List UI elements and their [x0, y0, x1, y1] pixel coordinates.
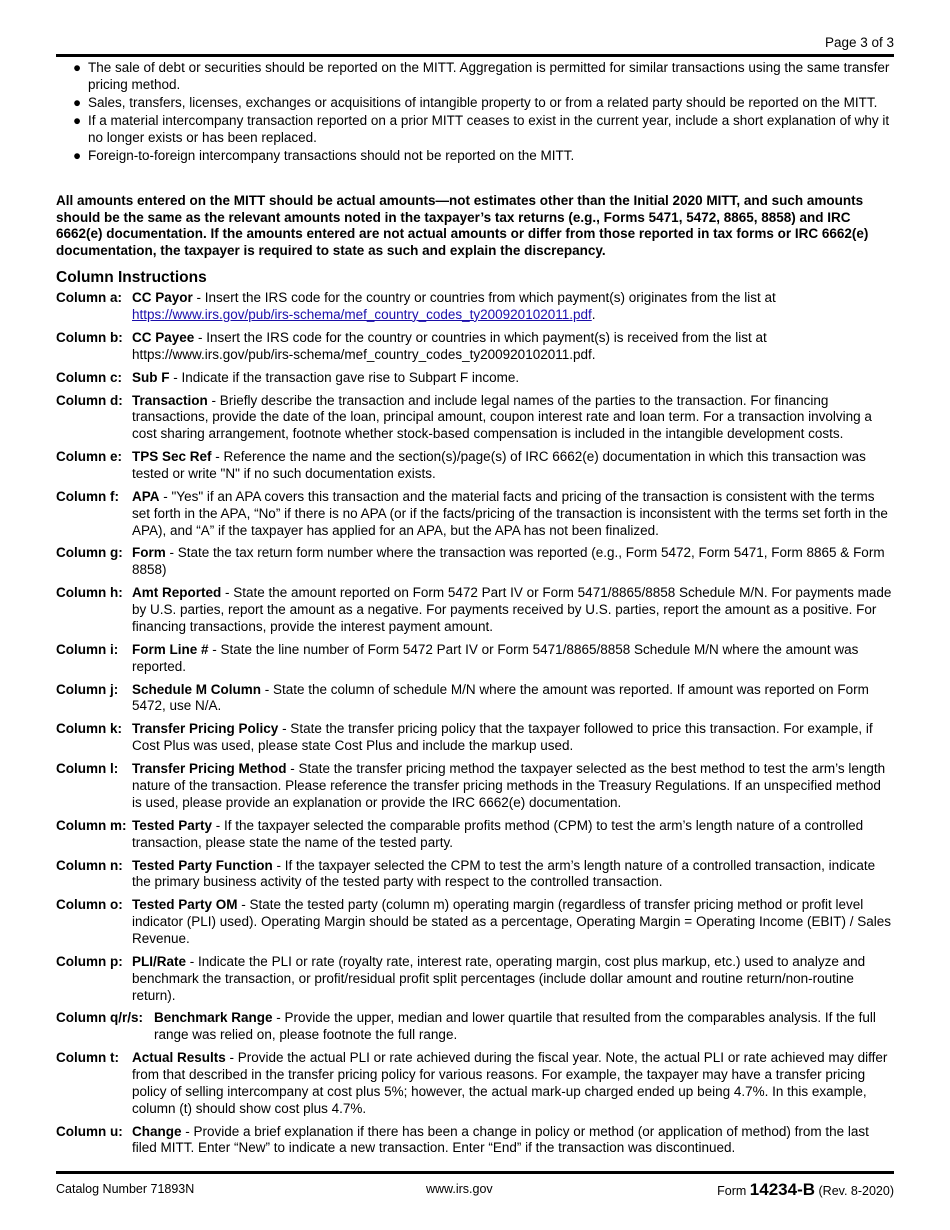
column-label: Column d: — [56, 392, 123, 408]
column-label: Column a: — [56, 290, 122, 305]
column-j-entry — [56, 682, 894, 716]
column-k-entry — [56, 721, 894, 755]
column-h-entry — [56, 585, 894, 635]
column-term: TPS Sec Ref — [132, 449, 212, 465]
column-g-entry — [56, 545, 894, 579]
list-item: ● Foreign-to-foreign intercompany transactions should not be reported on the MITT. — [73, 148, 575, 163]
column-description: - Insert the IRS code for the country or countries from which payment(s) originates from the list at — [192, 290, 776, 305]
column-qrs-entry — [56, 1010, 894, 1044]
column-label: Column c: — [56, 369, 122, 385]
column-label: Column j: — [56, 681, 119, 697]
column-term: Tested Party — [132, 817, 213, 833]
column-label: Column h: — [56, 585, 123, 601]
column-label: Column t: — [56, 1050, 119, 1066]
column-term: APA — [132, 488, 160, 504]
column-description: - "Yes" if an APA covers this transaction and the material facts and pricing of the transaction is consistent with the terms set forth in the APA, “No” if there is no APA (or if the facts/pricing of the transaction is inconsistent with the terms set forth in the APA), and “A” if the taxpayer has applied for an APA, but the APA has not been finalized. — [132, 488, 888, 538]
form-identifier: Form 14234-B (Rev. 8-2020) — [717, 1180, 894, 1199]
column-o-entry — [56, 897, 894, 947]
column-e-entry — [56, 449, 894, 483]
column-description: - State the tested party (column m) operating margin (regardless of transfer pricing method or profit level indicator (PLI) used). Operating Margin should be stated as a percentage, Operating Margin = Operating Income (EBIT) / Sales Revenue. — [132, 897, 892, 946]
column-term: Transfer Pricing Policy — [132, 721, 279, 737]
column-label: Column m: — [56, 817, 127, 833]
column-term: Transfer Pricing Method — [132, 761, 287, 777]
list-item: ● The sale of debt or securities should be reported on the MITT. Aggregation is permitted for similar transactions using the same transfer pricing method. — [73, 60, 890, 92]
column-n-entry — [56, 858, 894, 892]
column-label: Column e: — [56, 449, 122, 465]
actual-amounts-note: All amounts entered on the MITT should be actual amounts—not estimates other than the Initial 2020 MITT, and such amounts should be the same as the relevant amounts noted in the taxpayer’s tax returns (e.g., Forms 5471, 5472, 8865, 8858) and IRC 6662(e) documentation. If the amounts entered are not actual amounts or differ from those reported in tax forms or IRC 6662(e) documentation, the taxpayer is required to state as such and explain the discrepancy. — [56, 193, 869, 258]
column-label: Column n: — [56, 857, 123, 873]
column-term: Benchmark Range — [154, 1010, 273, 1026]
column-description: - If the taxpayer selected the CPM to test the arm’s length nature of a controlled transaction, indicate the primary business activity of the tested party with respect to the controlled transaction. — [132, 857, 876, 890]
column-label: Column i: — [56, 641, 119, 657]
form-number: 14234-B — [749, 1180, 816, 1199]
column-instructions-heading: Column Instructions — [56, 269, 207, 286]
column-description: - State the tax return form number where the transaction was reported (e.g., Form 5472, Form 5471, Form 8865 & Form 8858) — [132, 545, 885, 578]
column-label: Column q/r/s: — [56, 1010, 143, 1026]
column-label: Column l: — [56, 761, 119, 777]
column-label: Column o: — [56, 897, 123, 913]
bullet-icon: ● — [73, 60, 82, 75]
column-f-entry — [56, 489, 894, 539]
country-codes-link[interactable]: https://www.irs.gov/pub/irs-schema/mef_country_codes_ty200920102011.pdf — [132, 306, 592, 322]
column-description: - State the amount reported on Form 5472 Part IV or Form 5471/8865/8858 Schedule M/N. For payments made by U.S. parties, report the amount as a negative. For payments received by U.S. parties, report the amount as a positive. For financing transactions, provide the interest payment amount. — [132, 585, 892, 634]
column-term: Schedule M Column — [132, 681, 262, 697]
column-term: Tested Party Function — [132, 857, 273, 873]
column-description: - Provide the upper, median and lower quartile that resulted from the comparables analysis. If the full range was relied on, please footnote the full range. — [154, 1010, 876, 1043]
column-description: - Reference the name and the section(s)/page(s) of IRC 6662(e) documentation in which this transaction was tested or write "N" if no such documentation exists. — [132, 449, 866, 481]
column-instructions-list — [56, 290, 894, 1163]
bullet-list — [56, 59, 894, 165]
column-c-entry — [56, 370, 894, 387]
irs-website-link[interactable]: www.irs.gov — [426, 1182, 493, 1196]
column-l-entry — [56, 761, 894, 811]
column-label: Column g: — [56, 545, 123, 561]
column-term: Change — [132, 1123, 182, 1139]
header-rule — [56, 54, 894, 57]
column-description: - Indicate the PLI or rate (royalty rate, interest rate, operating margin, cost plus markup, etc.) used to analyze and benchmark the transaction, or profit/residual profit split percentages (include dollar amount and routine return/non-routine return). — [132, 953, 866, 1003]
list-item: ● Sales, transfers, licenses, exchanges or acquisitions of intangible property to or from a related party should be reported on the MITT. — [73, 95, 878, 110]
catalog-number: Catalog Number 71893N — [56, 1182, 195, 1196]
column-description: - If the taxpayer selected the comparable profits method (CPM) to test the arm’s length nature of a controlled transaction, please state the name of the tested party. — [132, 817, 864, 850]
column-term: Amt Reported — [132, 585, 222, 601]
column-term: Form — [132, 545, 166, 561]
column-b-entry — [56, 330, 894, 364]
column-u-entry — [56, 1124, 894, 1158]
bullet-icon: ● — [73, 148, 82, 163]
column-description: - Provide the actual PLI or rate achieved during the fiscal year. Note, the actual PLI or rate achieved may differ from that described in the transfer pricing policy for various reasons. For example, the taxpayer may have a transfer pricing policy of selling intercompany at cost plus 5%; however, the actual mark-up charged ended up being 4.7%. In this example, column (t) should show cost plus 4.7%. — [132, 1050, 888, 1116]
column-label: Column f: — [56, 488, 119, 504]
column-label: Column p: — [56, 953, 123, 969]
column-term: CC Payee — [132, 329, 195, 345]
column-description: - Briefly describe the transaction and include legal names of the parties to the transaction. For financing transactions, provide the date of the loan, principal amount, coupon interest rate and loan term. For a transaction involving a cost sharing arrangement, footnote whether stock-based compensation is included in the intangible development costs. — [132, 392, 872, 442]
column-term: CC Payor — [132, 290, 193, 305]
column-term: Actual Results — [132, 1050, 226, 1066]
column-description: - Insert the IRS code for the country or countries in which payment(s) is received from the list at https://www.irs.gov/pub/irs-schema/mef_country_codes_ty200920102011.pdf. — [132, 329, 767, 362]
column-label: Column u: — [56, 1123, 123, 1139]
column-label: Column b: — [56, 329, 123, 345]
column-p-entry — [56, 954, 894, 1004]
column-term: Sub F — [132, 369, 170, 385]
page-footer — [56, 1180, 894, 1200]
column-term: Tested Party OM — [132, 897, 238, 913]
column-description: - Indicate if the transaction gave rise to Subpart F income. — [169, 369, 520, 385]
bullet-icon: ● — [73, 113, 82, 128]
column-t-entry — [56, 1050, 894, 1117]
column-m-entry — [56, 818, 894, 852]
column-description: - Provide a brief explanation if there has been a change in policy or method (or application of method) from the last filed MITT. Enter “New” to indicate a new transaction. Enter “End” if the transaction was discontinued. — [132, 1123, 869, 1156]
column-term: Transaction — [132, 392, 208, 408]
bullet-icon: ● — [73, 95, 82, 110]
column-i-entry — [56, 642, 894, 676]
list-item: ● If a material intercompany transaction reported on a prior MITT ceases to exist in the current year, include a short explanation of why it no longer exists or has been replaced. — [73, 113, 890, 145]
column-description: - State the line number of Form 5472 Part IV or Form 5471/8865/8858 Schedule M/N where the amount was reported. — [132, 641, 859, 674]
form-revision: (Rev. 8-2020) — [818, 1184, 894, 1198]
column-term: PLI/Rate — [132, 953, 187, 969]
column-description: - State the transfer pricing method the taxpayer selected as the best method to test the arm’s length nature of the transaction. Please reference the transfer pricing methods in the Treasury Regulations. If an unspecified method is used, please provide an explanation or provide the IRC 6662(e) documentation. — [132, 761, 886, 810]
column-a-entry: Column a: CC Payor - Insert the IRS code for the country or countries from which payment(s) originates from the list at https://www.irs.gov/pub/irs-schema/mef_country_codes_ty200920102011.pdf. — [56, 290, 776, 322]
footer-rule — [56, 1171, 894, 1174]
page-number: Page 3 of 3 — [824, 35, 894, 50]
column-d-entry — [56, 393, 894, 443]
column-description: - State the transfer pricing policy that the taxpayer followed to price this transaction. For example, if Cost Plus was used, please state Cost Plus and include the markup used. — [132, 721, 873, 754]
column-term: Form Line # — [132, 641, 209, 657]
column-description: - State the column of schedule M/N where the amount was reported. If amount was reported on Form 5472, use N/A. — [132, 681, 869, 714]
column-label: Column k: — [56, 721, 122, 737]
